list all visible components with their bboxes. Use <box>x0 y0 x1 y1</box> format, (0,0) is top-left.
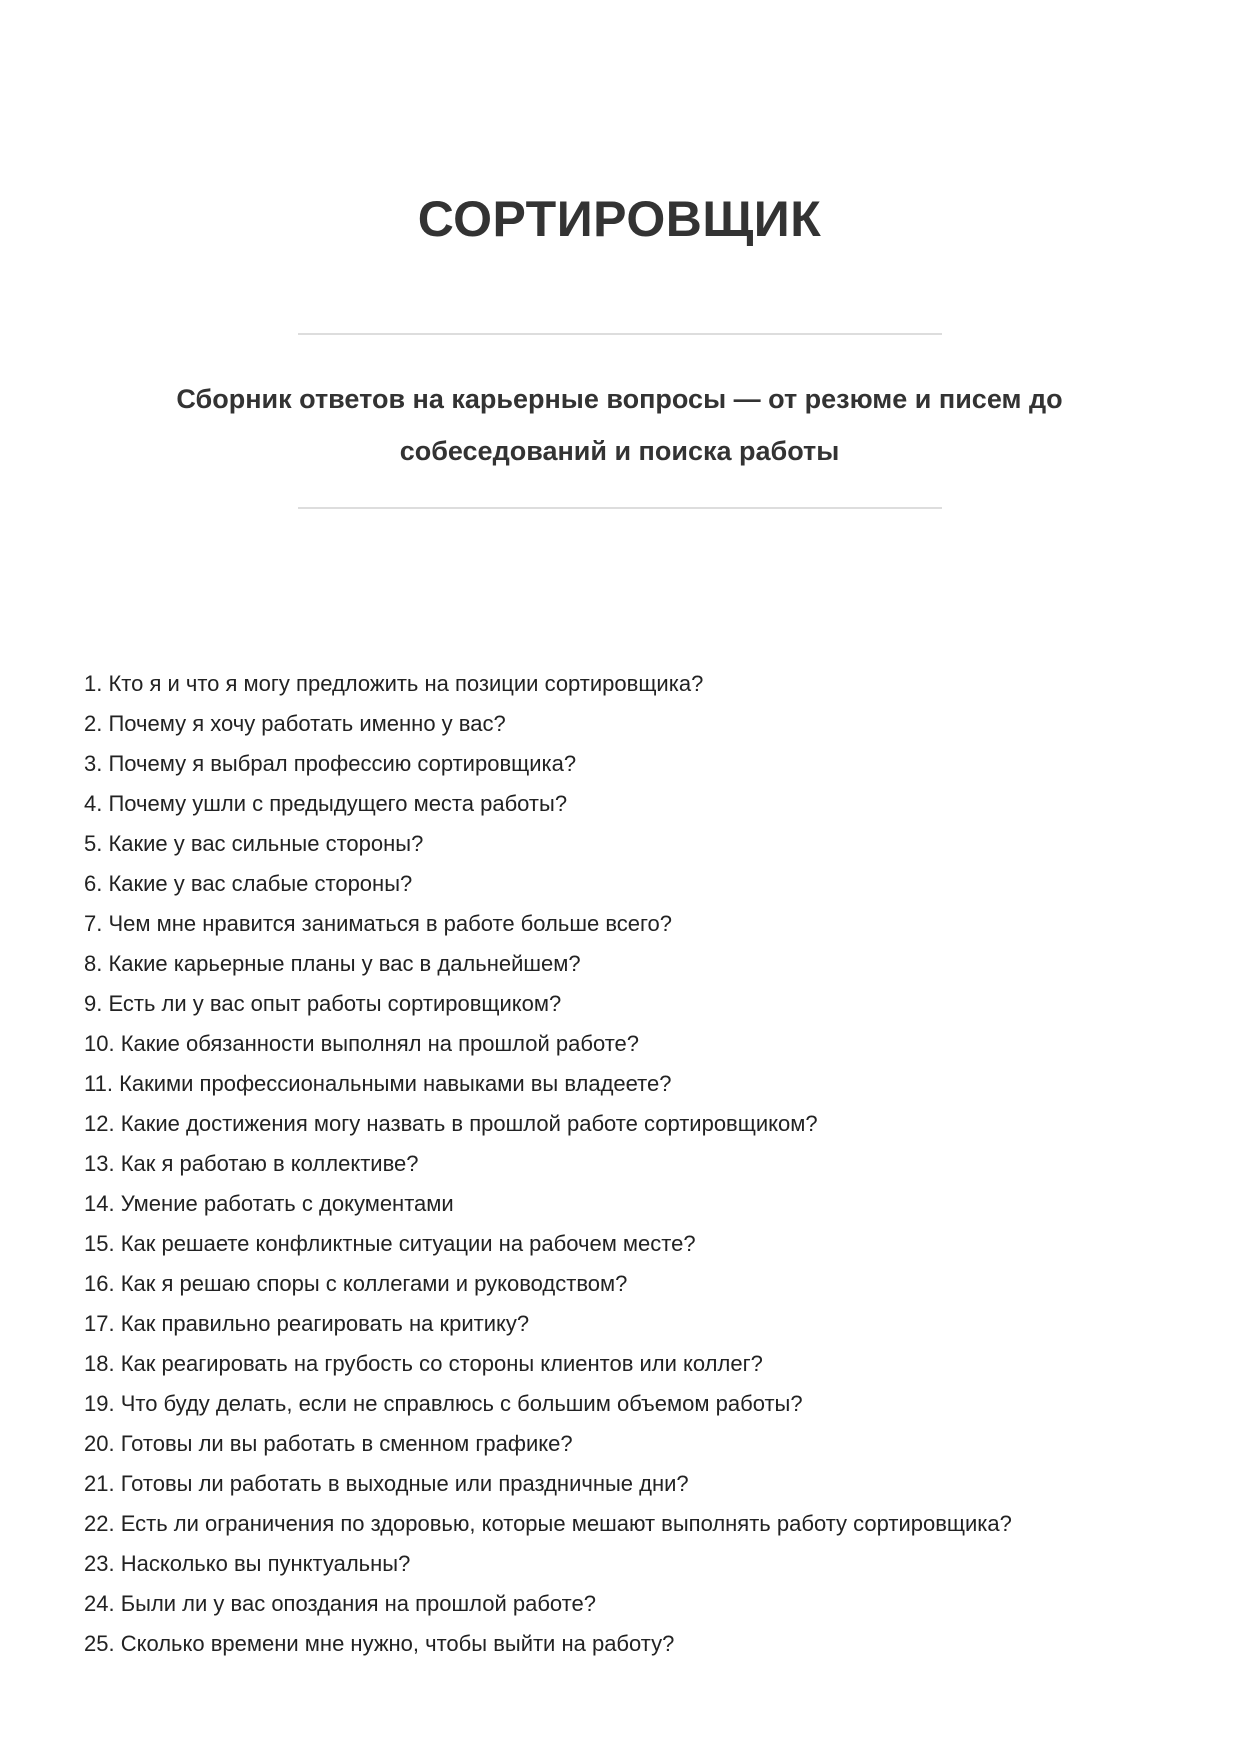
question-item: 8. Какие карьерные планы у вас в дальнейшем? <box>84 951 581 976</box>
question-item: 10. Какие обязанности выполнял на прошлой работе? <box>84 1031 639 1056</box>
question-item: 25. Сколько времени мне нужно, чтобы выйти на работу? <box>84 1631 675 1656</box>
question-item: 21. Готовы ли работать в выходные или праздничные дни? <box>84 1471 689 1496</box>
page-subtitle: Сборник ответов на карьерные вопросы — от резюме и писем до собеседований и поиска работы <box>176 384 1063 466</box>
question-item: 13. Как я работаю в коллективе? <box>84 1151 419 1176</box>
question-item: 7. Чем мне нравится заниматься в работе больше всего? <box>84 911 673 936</box>
question-item: 11. Какими профессиональными навыками вы владеете? <box>84 1071 672 1096</box>
page-title: СОРТИРОВЩИК <box>417 191 822 247</box>
question-item: 22. Есть ли ограничения по здоровью, которые мешают выполнять работу сортировщика? <box>84 1511 1012 1536</box>
question-item: 16. Как я решаю споры с коллегами и руководством? <box>84 1271 628 1296</box>
question-item: 15. Как решаете конфликтные ситуации на рабочем месте? <box>84 1231 696 1256</box>
question-item: 18. Как реагировать на грубость со стороны клиентов или коллег? <box>84 1351 763 1376</box>
question-item: 23. Насколько вы пунктуальны? <box>84 1551 411 1576</box>
question-item: 9. Есть ли у вас опыт работы сортировщиком? <box>84 991 562 1016</box>
question-list <box>84 664 1012 1664</box>
question-item: 17. Как правильно реагировать на критику? <box>84 1311 530 1336</box>
question-item: 3. Почему я выбрал профессию сортировщика? <box>84 751 577 776</box>
question-item: 5. Какие у вас сильные стороны? <box>84 831 424 856</box>
divider-bottom <box>298 507 942 509</box>
question-item: 4. Почему ушли с предыдущего места работы? <box>84 791 568 816</box>
question-item: 24. Были ли у вас опоздания на прошлой работе? <box>84 1591 596 1616</box>
question-item: 19. Что буду делать, если не справлюсь с большим объемом работы? <box>84 1391 803 1416</box>
divider-top <box>298 333 942 335</box>
question-item: 12. Какие достижения могу назвать в прошлой работе сортировщиком? <box>84 1111 818 1136</box>
question-item: 2. Почему я хочу работать именно у вас? <box>84 711 506 736</box>
question-item: 14. Умение работать с документами <box>84 1191 454 1216</box>
question-item: 20. Готовы ли вы работать в сменном графике? <box>84 1431 573 1456</box>
question-item: 6. Какие у вас слабые стороны? <box>84 871 413 896</box>
question-item: 1. Кто я и что я могу предложить на позиции сортировщика? <box>84 671 704 696</box>
